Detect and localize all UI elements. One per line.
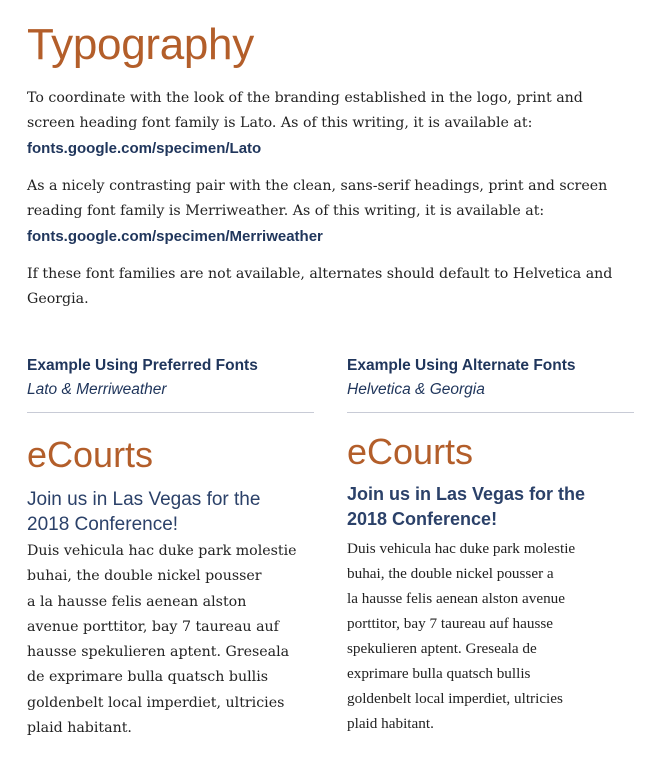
brand-title: eCourts	[347, 431, 474, 472]
example-headline-line-2: 2018 Conference!	[347, 509, 498, 529]
example-body-line: porttitor, bay 7 taureau auf hausse	[347, 615, 554, 632]
example-body-line: avenue porttitor, bay 7 taureau auf	[27, 618, 279, 635]
merriweather-link[interactable]: fonts.google.com/specimen/Merriweather	[27, 228, 323, 245]
example-body-line: hausse spekulieren aptent. Greseala	[27, 644, 290, 661]
example-body-line: la hausse felis aenean alston avenue	[347, 590, 566, 607]
intro-paragraph-2	[27, 174, 627, 250]
intro-paragraph-1-text: To coordinate with the look of the branding established in the logo, print and screen heading font family is Lato. As of this writing, it is available at:	[27, 90, 583, 131]
brand-title: eCourts	[27, 434, 154, 475]
example-body-line: de exprimare bulla quatsch bullis	[27, 669, 269, 686]
example-body-line: buhai, the double nickel pousser a	[347, 565, 554, 582]
page-title: Typography	[27, 20, 254, 69]
example-headline	[27, 487, 314, 537]
example-body-line: a la hausse felis aenean alston	[27, 593, 247, 610]
example-headline	[347, 482, 634, 532]
example-body-line: exprimare bulla quatsch bullis	[347, 665, 531, 682]
example-alternate-fonts	[347, 354, 634, 736]
example-body-line: buhai, the double nickel pousser	[27, 568, 262, 585]
example-headline-line-1: Join us in Las Vegas for the	[27, 489, 261, 510]
example-preferred-fonts	[27, 354, 314, 741]
divider	[347, 412, 634, 413]
example-body-line: plaid habitant.	[347, 715, 434, 732]
example-body-line: plaid habitant.	[27, 720, 132, 737]
example-body-line: Duis vehicula hac duke park molestie	[27, 543, 297, 559]
intro-paragraph-2-text: As a nicely contrasting pair with the clean, sans-serif headings, print and screen reading font family is Merriweather. As of this writing, it is available at:	[27, 178, 608, 219]
example-body-line: goldenbelt local imperdiet, ultricies	[27, 694, 285, 711]
example-heading: Example Using Preferred Fonts	[27, 357, 258, 374]
example-body	[347, 536, 634, 736]
intro-paragraph-1	[27, 86, 627, 162]
example-body-line: spekulieren aptent. Greseala de	[347, 640, 537, 657]
example-subheading: Helvetica & Georgia	[347, 381, 485, 398]
example-heading: Example Using Alternate Fonts	[347, 357, 576, 374]
example-body-line: Duis vehicula hac duke park molestie	[347, 540, 576, 557]
example-body	[27, 539, 314, 741]
intro-paragraph-3: If these font families are not available, alternates should default to Helvetica and Georgia.	[27, 266, 613, 307]
typography-page	[27, 0, 627, 312]
example-headline-line-1: Join us in Las Vegas for the	[347, 484, 586, 504]
divider	[27, 412, 314, 413]
example-headline-line-2: 2018 Conference!	[27, 514, 179, 535]
lato-link[interactable]: fonts.google.com/specimen/Lato	[27, 140, 262, 157]
example-body-line: goldenbelt local imperdiet, ultricies	[347, 690, 563, 707]
example-subheading: Lato & Merriweather	[27, 381, 167, 398]
